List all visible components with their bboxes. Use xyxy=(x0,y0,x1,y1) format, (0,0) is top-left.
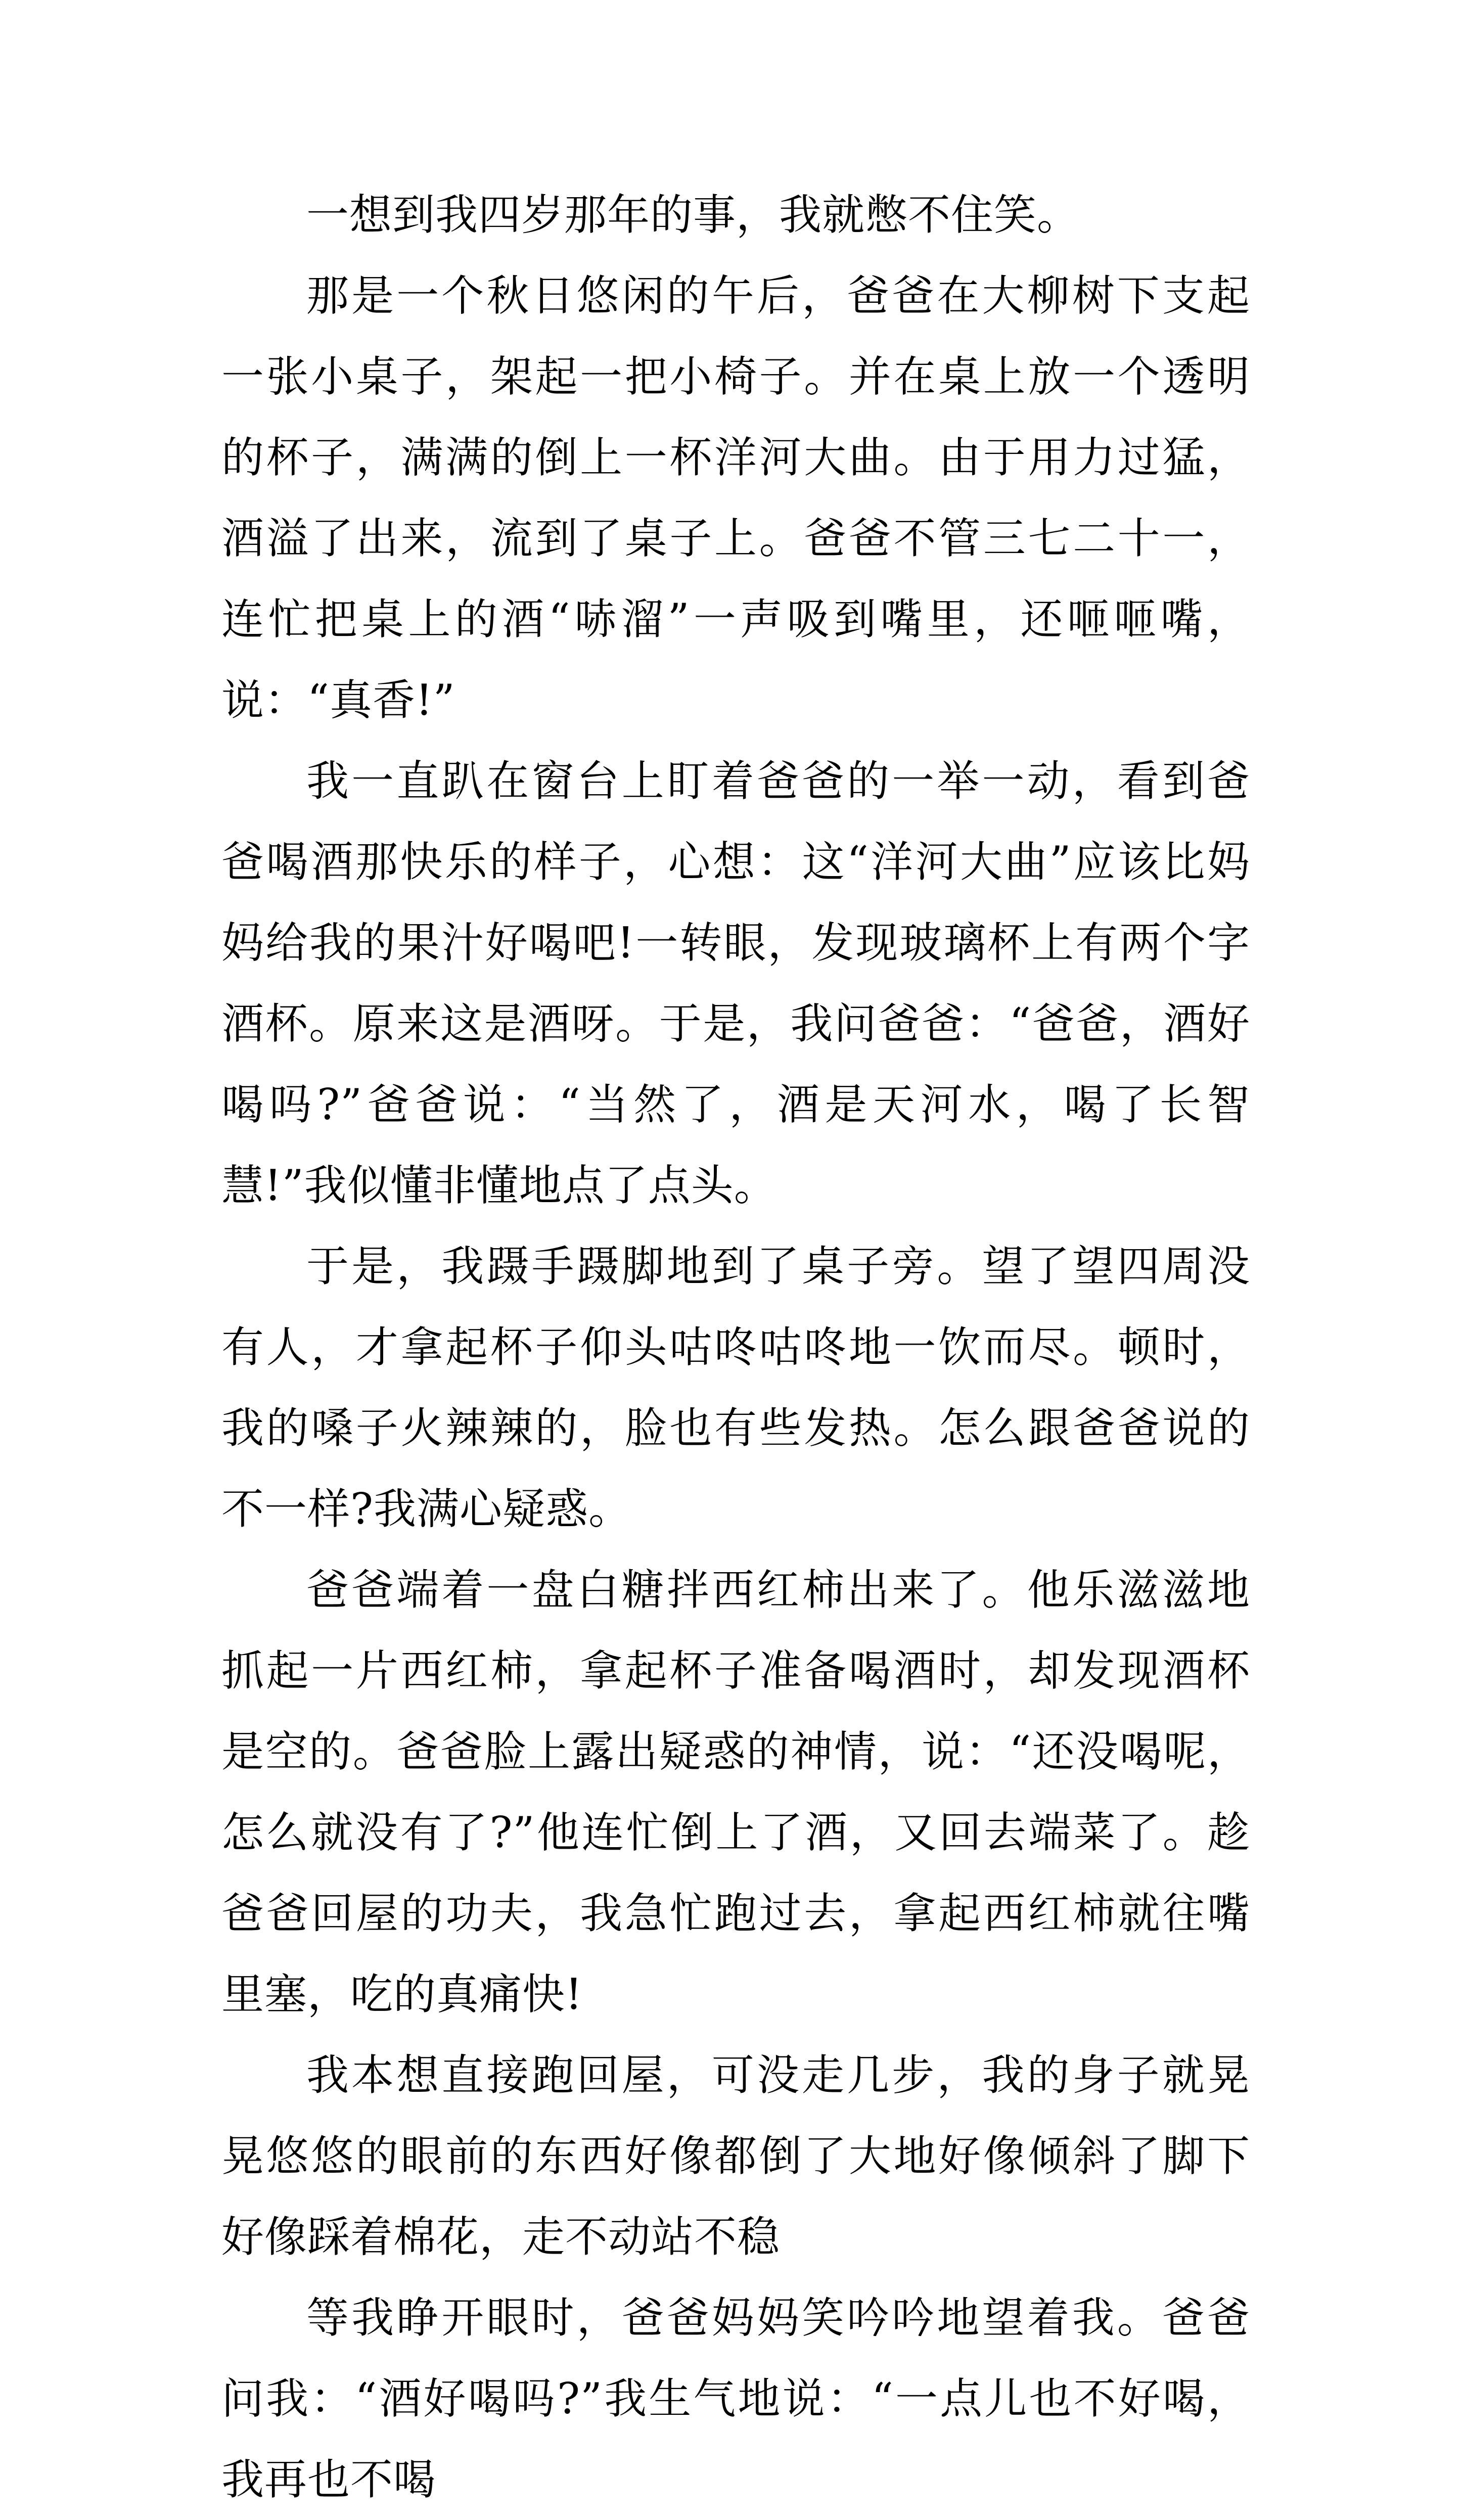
document-body xyxy=(221,174,1250,2520)
paragraph-1: 一想到我四岁那年的事，我就憋不住笑。 xyxy=(306,190,1080,240)
paragraph-4: 于是，我蹑手蹑脚地到了桌子旁。望了望四周没有人，才拿起杯子仰头咕咚咕咚地一饮而尽。顿时，我的嗓子火辣辣的，脸也有些发热。怎么跟爸爸说的不一样?我满心疑惑。 xyxy=(221,1242,1250,1534)
paragraph-2: 那是一个秋日悠闲的午后，爸爸在大柳树下支起一张小桌子，架起一把小椅子。并在桌上放一个透明的杯子，满满的倒上一杯洋河大曲。由于用力过猛，酒溢了出来，流到了桌子上。爸爸不管三七二十一，连忙把桌上的酒“哧溜”一声吸到嘴里，还咂咂嘴，说：“真香!” xyxy=(221,271,1250,725)
paragraph-3: 我一直趴在窗台上盯着爸爸的一举一动，看到爸爸喝酒那快乐的样子，心想：这“洋河大曲”应该比妈妈给我的果汁好喝吧!一转眼，发现玻璃杯上有两个字酒杯。原来这是酒呀。于是，我问爸爸：“爸爸，酒好喝吗?”爸爸说：“当然了，酒是天河水，喝了长智慧!”我似懂非懂地点了点头。 xyxy=(221,756,1250,1210)
paragraph-5: 爸爸端着一盘白糖拌西红柿出来了。他乐滋滋地抓起一片西红柿，拿起杯子准备喝酒时，却发现酒杯是空的。爸爸脸上露出疑惑的神情，说：“还没喝呢，怎么就没有了?”他连忙倒上了酒，又回去端菜了。趁爸爸回屋的功夫，我急忙跑过去，拿起西红柿就往嘴里塞，吃的真痛快! xyxy=(221,1565,1250,2019)
paragraph-6: 我本想直接跑回屋，可没走几步，我的身子就晃晃悠悠的眼前的东西好像都倒了大地好像倾斜了脚下好像踩着棉花，走不动站不稳 xyxy=(221,2050,1250,2262)
paragraph-7: 等我睁开眼时，爸爸妈妈笑吟吟地望着我。爸爸问我：“酒好喝吗?”我生气地说：“一点儿也不好喝，我再也不喝 xyxy=(221,2293,1250,2504)
